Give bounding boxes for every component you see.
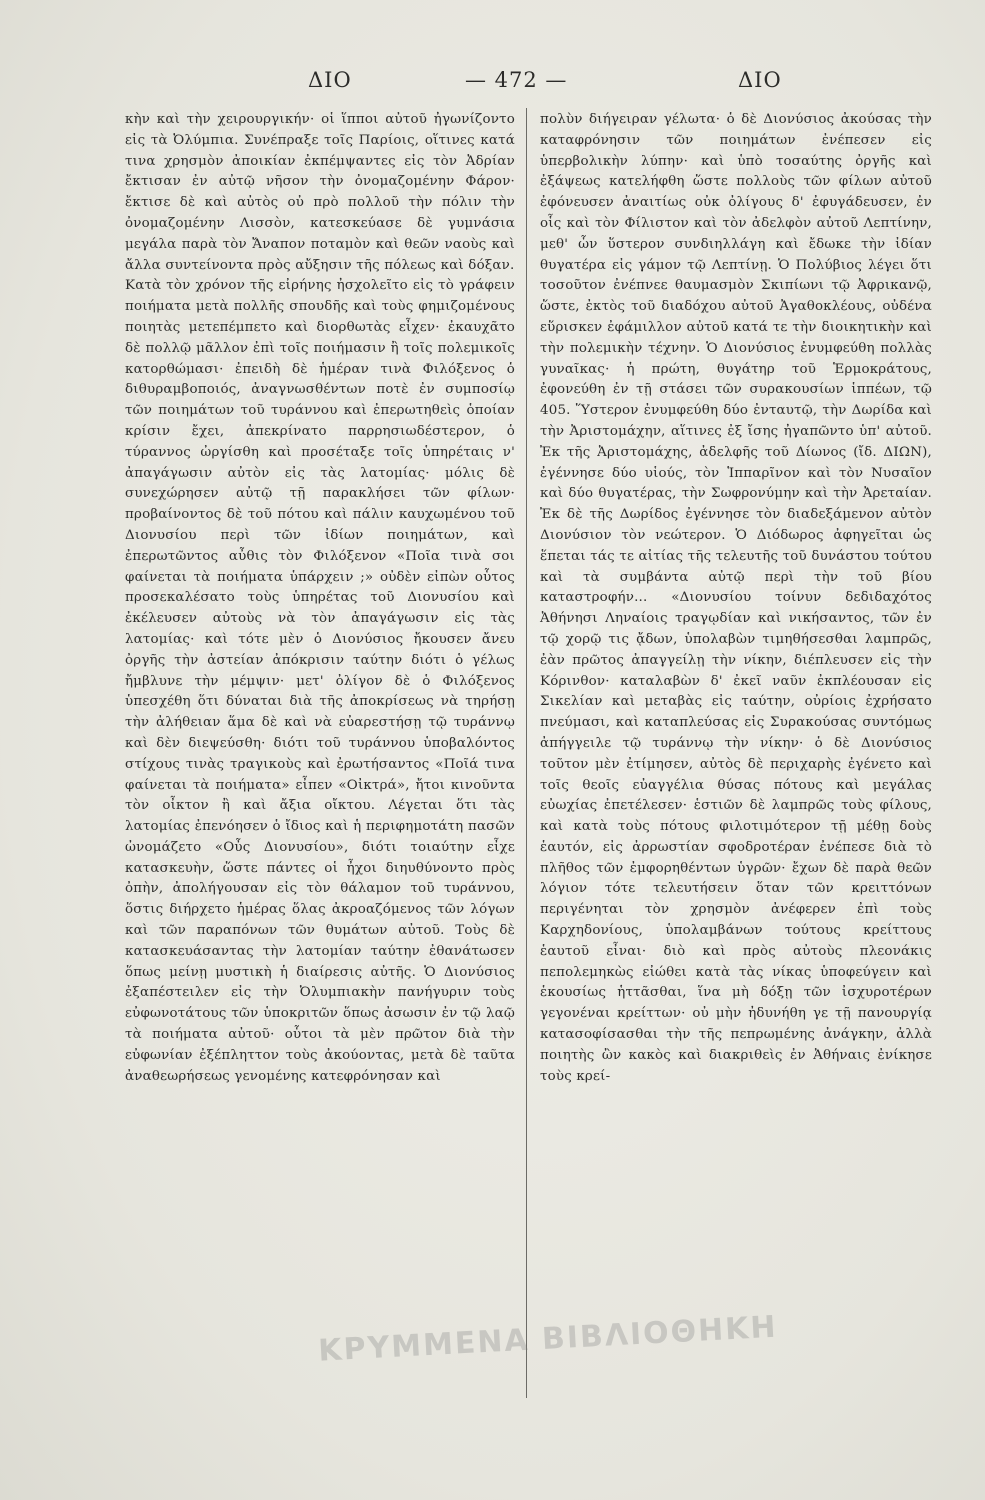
column-divider: [526, 108, 527, 1398]
library-watermark: ΚΡΥΜΜΕΝΑ ΒΙΒΛΙΟΘΗΚΗ: [317, 1309, 779, 1369]
running-head-left: ΔΙΟ: [308, 68, 352, 92]
running-head-right: ΔΙΟ: [738, 68, 782, 92]
page-header: [120, 68, 820, 98]
left-paragraph-1: κὴν καὶ τὴν χειρουργικήν· οἱ ἵπποι αὐτοῦ ἠγωνίζοντο εἰς τὰ Ὀλύμπια. Συνέπραξε τοῖς Παρίοις, οἵτινες κατά τινα χρησμὸν ἀποικίαν ἐκπέμψαντες εἰς τὸν Ἀδρίαν ἔκτισαν ἐν αὐτῷ νῆσον τὴν ὀνομαζομένην Φάρον· ἔκτισε δὲ καὶ αὐτὸς οὐ πρὸ πολλοῦ τὴν πόλιν τὴν ὀνομαζομένην Λισσὸν, κατεσκεύασε δὲ γυμνάσια μεγάλα παρὰ τὸν Ἄναπον ποταμὸν καὶ θεῶν ναοὺς καὶ ἄλλα συντείνοντα πρὸς αὔξησιν τῆς πόλεως καὶ δόξαν.: [125, 112, 515, 273]
page-number: — 472 —: [465, 68, 568, 92]
left-text-column: [125, 110, 515, 1087]
right-paragraph-1: πολὺν διήγειραν γέλωτα· ὁ δὲ Διονύσιος ἀκούσας τὴν καταφρόνησιν τῶν ποιημάτων ἐνέπεσεν εἰς ὑπερβολικὴν λύπην· καὶ ὑπὸ τοσαύτης ὀργῆς καὶ ἐξάψεως κατελήφθη ὥστε πολλοὺς τῶν φίλων αὐτοῦ ἐφόνευσεν ἀναιτίως οὐκ ὀλίγους δ' ἐφυγάδευσεν, ἐν οἷς καὶ τὸν Φίλιστον καὶ τὸν ἀδελφὸν αὐτοῦ Λεπτίνην, μεθ' ὧν ὕστερον συνδιηλλάγη καὶ ἔδωκε τὴν ἰδίαν θυγατέρα εἰς γάμον τῷ Λεπτίνῃ. Ὁ Πολύβιος λέγει ὅτι τοσοῦτον ἐνέπνεε θαυμασμὸν Σκιπίωνι τῷ Ἀφρικανῷ, ὥστε, ἐκτὸς τοῦ διαδόχου αὐτοῦ Ἀγαθοκλέους, οὐδένα εὕρισκεν ἐφάμιλλον αὐτοῦ κατά τε τὴν διοικητικὴν καὶ τὴν πολεμικὴν τέχνην. Ὁ Διονύσιος ἐνυμφεύθη πολλὰς γυναῖκας· ἡ πρώτη, θυγάτηρ τοῦ Ἑρμοκράτους, ἐφονεύθη ἐν τῇ στάσει τῶν συρακουσίων ἱππέων, τῷ 405. Ὕστερον ἐνυμφεύθη δύο ἐνταυτῷ, τὴν Δωρίδα καὶ τὴν Ἀριστομάχην, αἵτινες ἐξ ἴσης ἠγαπῶντο ὑπ' αὐτοῦ. Ἐκ τῆς Ἀριστομάχης, ἀδελφῆς τοῦ Δίωνος (ἴδ. ΔΙΩΝ), ἐγέννησε δύο υἱούς, τὸν Ἱππαρῖνον καὶ τὸν Νυσαῖον καὶ δύο θυγατέρας, τὴν Σωφρονύμην καὶ τὴν Ἀρεταίαν. Ἐκ δὲ τῆς Δωρίδος ἐγέννησε τὸν διαδεξάμενον αὐτὸν Διονύσιον τὸν νεώτερον. Ὁ Διόδωρος ἀφηγεῖται ὡς ἕπεται τάς τε αἰτίας τῆς τελευτῆς τοῦ δυνάστου τούτου καὶ τὰ συμβάντα αὐτῷ περὶ τὴν τοῦ βίου καταστροφήν... «Διονυσίου τοίνυν δεδιδαχότος Ἀθήνησι Ληναίοις τραγῳδίαν καὶ νικήσαντος, τῶν ἐν τῷ χορῷ τις ᾄδων, ὑπολαβὼν τιμηθήσεσθαι λαμπρῶς, ἐὰν πρῶτος ἀπαγγείλῃ τὴν νίκην, διέπλευσεν εἰς τὴν Κόρινθον· καταλαβὼν δ' ἐκεῖ ναῦν ἐκπλέουσαν εἰς Σικελίαν καὶ μεταβὰς εἰς ταύτην, οὐρίοις ἐχρήσατο πνεύμασι, καὶ καταπλεύσας εἰς Συρακούσας συντόμως ἀπήγγειλε τῷ τυράννῳ τὴν νίκην· ὁ δὲ Διονύσιος τοῦτον μὲν ἐτίμησεν, αὐτὸς δὲ περιχαρὴς ἐγένετο καὶ τοῖς θεοῖς εὐαγγέλια θύσας πότους καὶ μεγάλας εὐωχίας ἐπετέλεσεν· ἑστιῶν δὲ λαμπρῶς τοὺς φίλους, καὶ κατὰ τοὺς πότους φιλοτιμότερον τῇ μέθῃ δοὺς ἑαυτόν, εἰς ἀρρωστίαν σφοδροτέραν ἐνέπεσε διὰ τὸ πλῆθος τῶν ἐμφορηθέντων ὑγρῶν· ἔχων δὲ παρὰ θεῶν λόγιον τότε τελευτήσειν ὅταν τῶν κρειττόνων περιγένηται τὸν χρησμὸν ἀνέφερεν ἐπὶ τοὺς Καρχηδονίους, ὑπολαμβάνων τούτους κρείττους ἑαυτοῦ εἶναι· διὸ καὶ πρὸς αὐτοὺς πλεονάκις πεπολεμηκὼς εἰώθει κατὰ τὰς νίκας ὑποφεύγειν καὶ ἑκουσίως ἡττᾶσθαι, ἵνα μὴ δόξῃ τῶν ἰσχυροτέρων γεγονέναι κρείττων· οὐ μὴν ἠδυνήθη γε τῇ πανουργίᾳ κατασοφίσασθαι τὴν τῆς πεπρωμένης ἀνάγκην, ἀλλὰ ποιητὴς ὢν κακὸς καὶ διακριθεὶς ἐν Ἀθήναις ἐνίκησε τοὺς κρεί-: [540, 112, 932, 1084]
left-paragraph-2: Κατὰ τὸν χρόνον τῆς εἰρήνης ἠσχολεῖτο εἰς τὸ γράφειν ποιήματα μετὰ πολλῆς σπουδῆς καὶ τοὺς φημιζομένους ποιητὰς μετεπέμπετο καὶ διορθωτὰς εἶχεν· ἐκαυχᾶτο δὲ πολλῷ μᾶλλον ἐπὶ τοῖς ποιήμασιν ἢ τοῖς πολεμικοῖς κατορθώμασι· ἐπειδὴ δὲ ἡμέραν τινὰ Φιλόξενος ὁ διθυραμβοποιός, ἀναγνωσθέντων ποτὲ ἐν συμποσίῳ τῶν ποιημάτων τοῦ τυράννου καὶ ἐπερωτηθεὶς ὁποίαν κρίσιν ἔχει, ἀπεκρίνατο παρρησιωδέστερον, ὁ τύραννος ὠργίσθη καὶ προσέταξε τοῖς ὑπηρέταις ν' ἀπαγάγωσιν αὐτὸν εἰς τὰς λατομίας· μόλις δὲ συνεχώρησεν αὐτῷ τῇ παρακλήσει τῶν φίλων· προβαίνοντος δὲ τοῦ πότου καὶ πάλιν καυχωμένου τοῦ Διονυσίου περὶ τῶν ἰδίων ποιημάτων, καὶ ἐπερωτῶντος αὖθις τὸν Φιλόξενον «Ποῖα τινὰ σοι φαίνεται τὰ ποιήματα ὑπάρχειν ;» οὐδὲν εἰπὼν οὗτος προσεκαλέσατο τοὺς ὑπηρέτας τοῦ Διονυσίου καὶ ἐκέλευσεν αὐτοὺς νὰ τὸν ἀπαγάγωσιν εἰς τὰς λατομίας· καὶ τότε μὲν ὁ Διονύσιος ἤκουσεν ἄνευ ὀργῆς τὴν ἀστείαν ἀπόκρισιν ταύτην διότι ὁ γέλως ἤμβλυνε τὴν μέμψιν· μετ' ὀλίγον δὲ ὁ Φιλόξενος ὑπεσχέθη ὅτι δύναται διὰ τῆς ἀποκρίσεως νὰ τηρήσῃ τὴν ἀλήθειαν ἅμα δὲ καὶ νὰ εὐαρεστήσῃ τῷ τυράννῳ καὶ δὲν διεψεύσθη· διότι τοῦ τυράννου ὑποβαλόντος στίχους τινὰς τραγικοὺς καὶ ἐρωτήσαντος «Ποῖά τινα φαίνεται τὰ ποιήματα» εἶπεν «Οἰκτρά», ἤτοι κινοῦντα τὸν οἶκτον ἢ καὶ ἄξια οἴκτου. Λέγεται ὅτι τὰς λατομίας ἐπενόησεν ὁ ἴδιος καὶ ἡ περιφημοτάτη πασῶν ὠνομάζετο «Οὖς Διονυσίου», διότι τοιαύτην εἶχε κατασκευὴν, ὥστε πάντες οἱ ἦχοι διηυθύνοντο πρὸς ὀπὴν, ἀπολήγουσαν εἰς τὸν θάλαμον τοῦ τυράννου, ὅστις διήρχετο ἡμέρας ὅλας ἀκροαζόμενος τῶν λόγων καὶ τῶν παραπόνων τῶν θυμάτων αὐτοῦ. Τοὺς δὲ κατασκευάσαντας τὴν λατομίαν ταύτην ἐθανάτωσεν ὅπως μείνῃ μυστικὴ ἡ διαίρεσις αὐτῆς. Ὁ Διονύσιος ἐξαπέστειλεν εἰς τὴν Ὀλυμπιακὴν πανήγυριν τοὺς εὐφωνοτάτους τῶν ὑποκριτῶν ὅπως ἀσωσιν ἐν τῷ λαῷ τὰ ποιήματα αὐτοῦ· οὗτοι τὰ μὲν πρῶτον διὰ τὴν εὐφωνίαν ἐξέπληττον τοὺς ἀκούοντας, μετὰ δὲ ταῦτα ἀναθεωρήσεως γενομένης κατεφρόνησαν καὶ: [125, 278, 515, 1084]
right-text-column: [540, 110, 932, 1087]
